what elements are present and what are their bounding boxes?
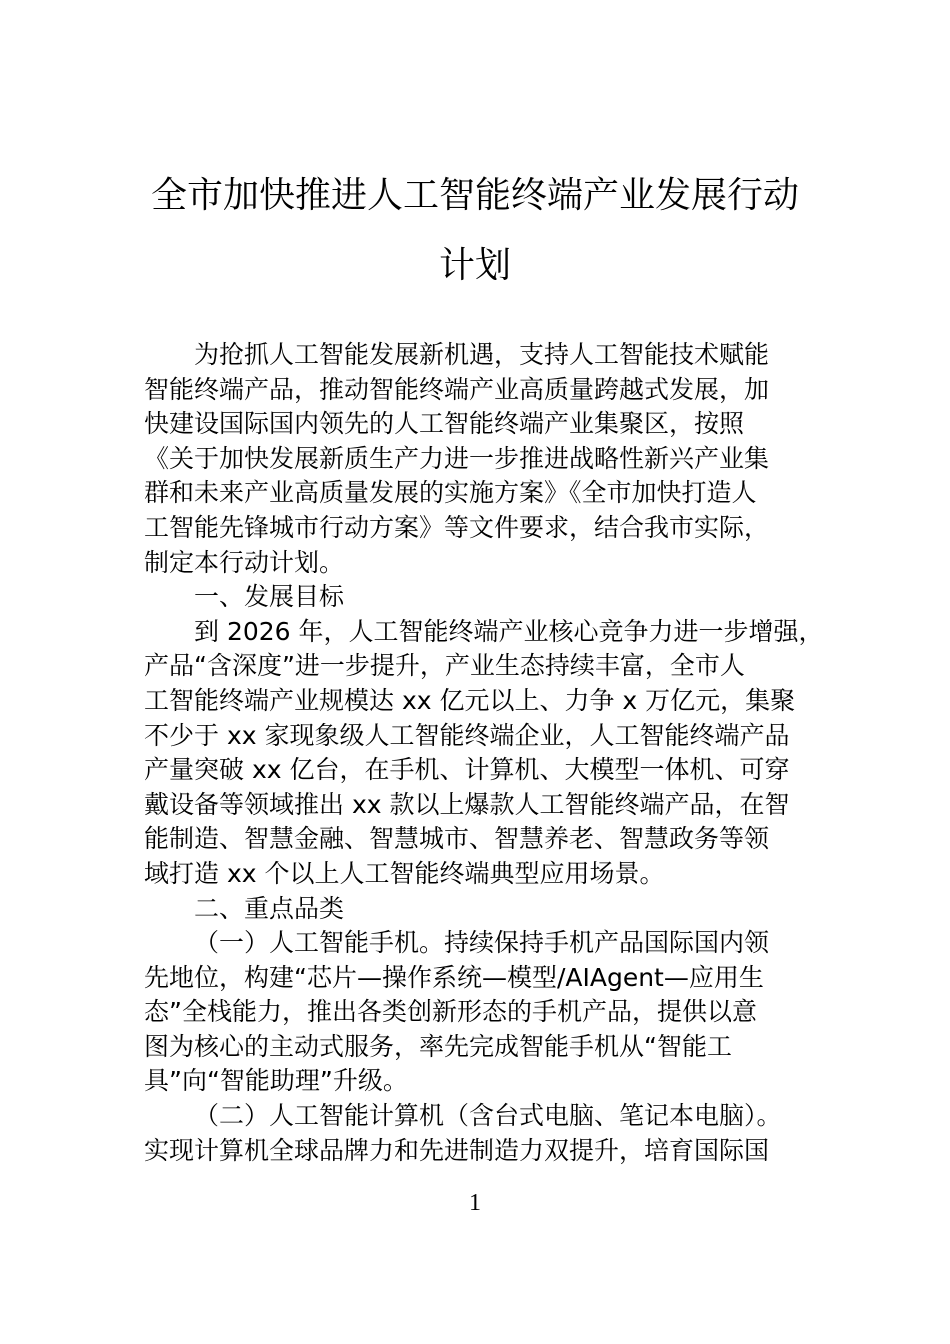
paragraph-line: 工智能终端产业规模达 xx 亿元以上、力争 x 万亿元，集聚: [144, 685, 796, 715]
paragraph-line: 制定本行动计划。: [144, 547, 345, 577]
document-title-line-2: 计划: [438, 245, 511, 286]
paragraph-line: 产品“含深度”进一步提升，产业生态持续丰富，全市人: [144, 651, 745, 681]
paragraph-line: 态”全栈能力，推出各类创新形态的手机产品，提供以意: [144, 997, 757, 1027]
paragraph-line: 戴设备等领域推出 xx 款以上爆款人工智能终端产品，在智: [144, 789, 790, 819]
document-title-line-1: 全市加快推进人工智能终端产业发展行动: [150, 175, 799, 216]
paragraph-line: 快建设国际国内领先的人工智能终端产业集聚区，按照: [144, 409, 745, 439]
paragraph-line: （二）人工智能计算机（含台式电脑、笔记本电脑）。: [194, 1101, 782, 1131]
paragraph-line: 工智能先锋城市行动方案》等文件要求，结合我市实际，: [144, 512, 770, 542]
paragraph-line: （一）人工智能手机。持续保持手机产品国际国内领: [194, 928, 770, 958]
document-body: [144, 338, 824, 1168]
paragraph-line: 域打造 xx 个以上人工智能终端典型应用场景。: [144, 858, 665, 888]
paragraph-line: 《关于加快发展新质生产力进一步推进战略性新兴产业集: [144, 443, 770, 473]
paragraph-line: 具”向“智能助理”升级。: [144, 1066, 408, 1096]
section-heading: 二、重点品类: [194, 893, 345, 923]
paragraph-line: 先地位，构建“芯片—操作系统—模型/AIAgent—应用生: [144, 962, 764, 992]
paragraph-line: 能制造、智慧金融、智慧城市、智慧养老、智慧政务等领: [144, 824, 770, 854]
paragraph-line: 不少于 xx 家现象级人工智能终端企业，人工智能终端产品: [144, 720, 790, 750]
section-heading: 一、发展目标: [194, 582, 345, 612]
paragraph-line: 为抢抓人工智能发展新机遇，支持人工智能技术赋能: [194, 340, 770, 369]
paragraph-line: 智能终端产品，推动智能终端产业高质量跨越式发展，加: [144, 374, 770, 404]
paragraph-line: 图为核心的主动式服务，率先完成智能手机从“智能工: [144, 1031, 732, 1061]
paragraph-line: 群和未来产业高质量发展的实施方案》《全市加快打造人: [144, 478, 757, 508]
paragraph-line: 产量突破 xx 亿台，在手机、计算机、大模型一体机、可穿: [144, 755, 790, 785]
paragraph-line: 到 2026 年，人工智能终端产业核心竞争力进一步增强，: [194, 616, 824, 646]
paragraph-line: 实现计算机全球品牌力和先进制造力双提升，培育国际国: [144, 1135, 770, 1165]
page-number: 1: [469, 1190, 481, 1216]
